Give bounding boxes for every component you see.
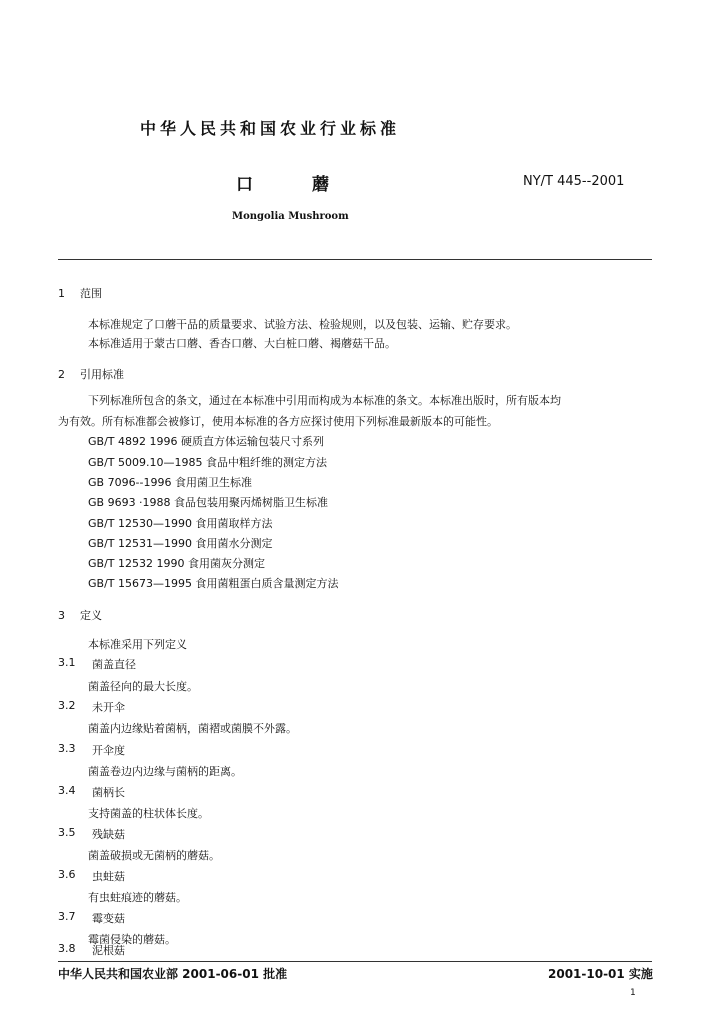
- section-2-heading: [58, 366, 124, 382]
- definition-body: 菌盖内边缘贴着菌柄，菌褶或菌膜不外露。: [88, 722, 297, 735]
- definition-term: 菌盖直径: [92, 658, 136, 671]
- reference-item: GB/T 5009.10—1985 食品中粗纤维的测定方法: [88, 456, 327, 469]
- footer-divider: [58, 961, 652, 962]
- definition-number: 3.5: [58, 826, 76, 839]
- section-2-paragraph-line-2: 为有效。所有标准都会被修订，使用本标准的各方应探讨使用下列标准最新版本的可能性。: [58, 415, 498, 428]
- reference-item: GB/T 12530—1990 食用菌取样方法: [88, 517, 273, 530]
- header-divider: [58, 259, 652, 260]
- section-1-paragraph-2: 本标准适用于蒙古口蘑、香杏口蘑、大白桩口蘑、褐蘑菇干品。: [88, 337, 396, 350]
- definition-number: 3.3: [58, 742, 76, 755]
- definition-term: 未开伞: [92, 701, 125, 714]
- definition-term: 开伞度: [92, 744, 125, 757]
- doc-title-part1: 口: [236, 175, 253, 195]
- english-title: Mongolia Mushroom: [232, 211, 349, 222]
- definition-number: 3.7: [58, 910, 76, 923]
- definition-body: 菌盖卷边内边缘与菌柄的距离。: [88, 765, 242, 778]
- section-3-intro: 本标准采用下列定义: [88, 638, 187, 651]
- section-number: 2: [58, 368, 65, 381]
- section-title: 范围: [80, 287, 102, 300]
- definition-term: 泥根菇: [92, 944, 125, 957]
- definition-term: 虫蛀菇: [92, 870, 125, 883]
- definition-number: 3.1: [58, 656, 76, 669]
- definition-body: 有虫蛀痕迹的蘑菇。: [88, 891, 187, 904]
- definition-term: 残缺菇: [92, 828, 125, 841]
- doc-title-part2: 蘑: [312, 175, 329, 195]
- section-title: 定义: [80, 609, 102, 622]
- section-number: 1: [58, 287, 65, 300]
- definition-number: 3.6: [58, 868, 76, 881]
- section-2-paragraph-line-1: 下列标准所包含的条文，通过在本标准中引用而构成为本标准的条文。本标准出版时，所有版本均: [88, 394, 561, 407]
- reference-item: GB 9693 ·1988 食品包装用聚丙烯树脂卫生标准: [88, 496, 329, 509]
- definition-body: 霉菌侵染的蘑菇。: [88, 933, 176, 946]
- definition-number: 3.4: [58, 784, 76, 797]
- implementation-date: 2001-10-01 实施: [548, 967, 653, 981]
- section-1-paragraph-1: 本标准规定了口蘑干品的质量要求、试验方法、检验规则，以及包装、运输、贮存要求。: [88, 318, 517, 331]
- section-number: 3: [58, 609, 65, 622]
- reference-item: GB/T 12531—1990 食用菌水分测定: [88, 537, 273, 550]
- issuer-title: 中华人民共和国农业行业标准: [140, 119, 401, 138]
- definition-number: 3.8: [58, 942, 76, 955]
- section-title: 引用标准: [80, 368, 124, 381]
- definition-term: 霉变菇: [92, 912, 125, 925]
- section-3-heading: [58, 607, 102, 623]
- definition-body: 菌盖破损或无菌柄的蘑菇。: [88, 849, 220, 862]
- reference-item: GB/T 12532 1990 食用菌灰分测定: [88, 557, 265, 570]
- definition-body: 菌盖径向的最大长度。: [88, 680, 198, 693]
- definition-term: 菌柄长: [92, 786, 125, 799]
- approval-line: 中华人民共和国农业部 2001-06-01 批准: [58, 967, 288, 981]
- definition-number: 3.2: [58, 699, 76, 712]
- reference-item: GB 7096--1996 食用菌卫生标准: [88, 476, 252, 489]
- standard-number: NY/T 445--2001: [523, 174, 625, 189]
- reference-item: GB/T 4892 1996 硬质直方体运输包装尺寸系列: [88, 435, 324, 448]
- reference-item: GB/T 15673—1995 食用菌粗蛋白质含量测定方法: [88, 577, 339, 590]
- page-number: 1: [630, 988, 636, 998]
- definition-body: 支持菌盖的柱状体长度。: [88, 807, 209, 820]
- section-1-heading: [58, 285, 102, 301]
